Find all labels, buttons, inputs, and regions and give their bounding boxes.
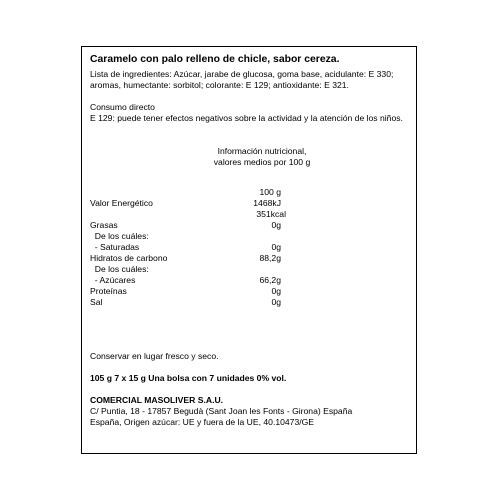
- row-value: 0g: [271, 242, 281, 252]
- row-value: 0g: [271, 297, 281, 307]
- row-value: 1468kJ: [253, 198, 281, 208]
- warning-e129: E 129: puede tener efectos negativos sobre la actividad y la atención de los niños.: [90, 113, 403, 123]
- row-label: De los cuáles:: [90, 231, 149, 241]
- nutrition-heading-1: Información nutricional,: [217, 146, 307, 156]
- company-address: C/ Puntia, 18 - 17857 Begudà (Sant Joan les Fonts - Girona) España: [90, 406, 353, 416]
- label-frame: [81, 46, 417, 454]
- row-value: 66,2g: [259, 275, 281, 285]
- row-label: Grasas: [90, 220, 118, 230]
- row-label: - Azúcares: [90, 275, 136, 285]
- row-value: 88,2g: [259, 253, 281, 263]
- company-name: COMERCIAL MASOLIVER S.A.U.: [90, 395, 224, 405]
- row-label: De los cuáles:: [90, 264, 149, 274]
- row-label: Hidratos de carbono: [90, 253, 168, 263]
- row-label: Valor Energético: [90, 198, 153, 208]
- row-value: 351kcal: [256, 209, 286, 219]
- row-label: - Saturadas: [90, 242, 140, 252]
- origin-registry: España, Origen azúcar: UE y fuera de la UE, 40.10473/GE: [90, 417, 315, 427]
- ingredients-line-1: Lista de ingredientes: Azúcar, jarabe de glucosa, goma base, acidulante: E 330;: [90, 69, 394, 79]
- consumo-directo: Consumo directo: [90, 102, 155, 112]
- nutrition-heading-2: valores medios por 100 g: [213, 157, 311, 167]
- package-info: 105 g 7 x 15 g Una bolsa con 7 unidades 0% vol.: [90, 373, 287, 383]
- per-100g-label: 100 g: [259, 187, 281, 197]
- row-label: Proteínas: [90, 286, 127, 296]
- row-label: Sal: [90, 297, 103, 307]
- storage-instructions: Conservar en lugar fresco y seco.: [90, 351, 219, 361]
- row-value: 0g: [271, 286, 281, 296]
- row-value: 0g: [271, 220, 281, 230]
- ingredients-line-2: aromas, humectante: sorbitol; colorante: E 129; antioxidante: E 321.: [90, 80, 349, 90]
- product-title: Caramelo con palo relleno de chicle, sabor cereza.: [90, 54, 340, 65]
